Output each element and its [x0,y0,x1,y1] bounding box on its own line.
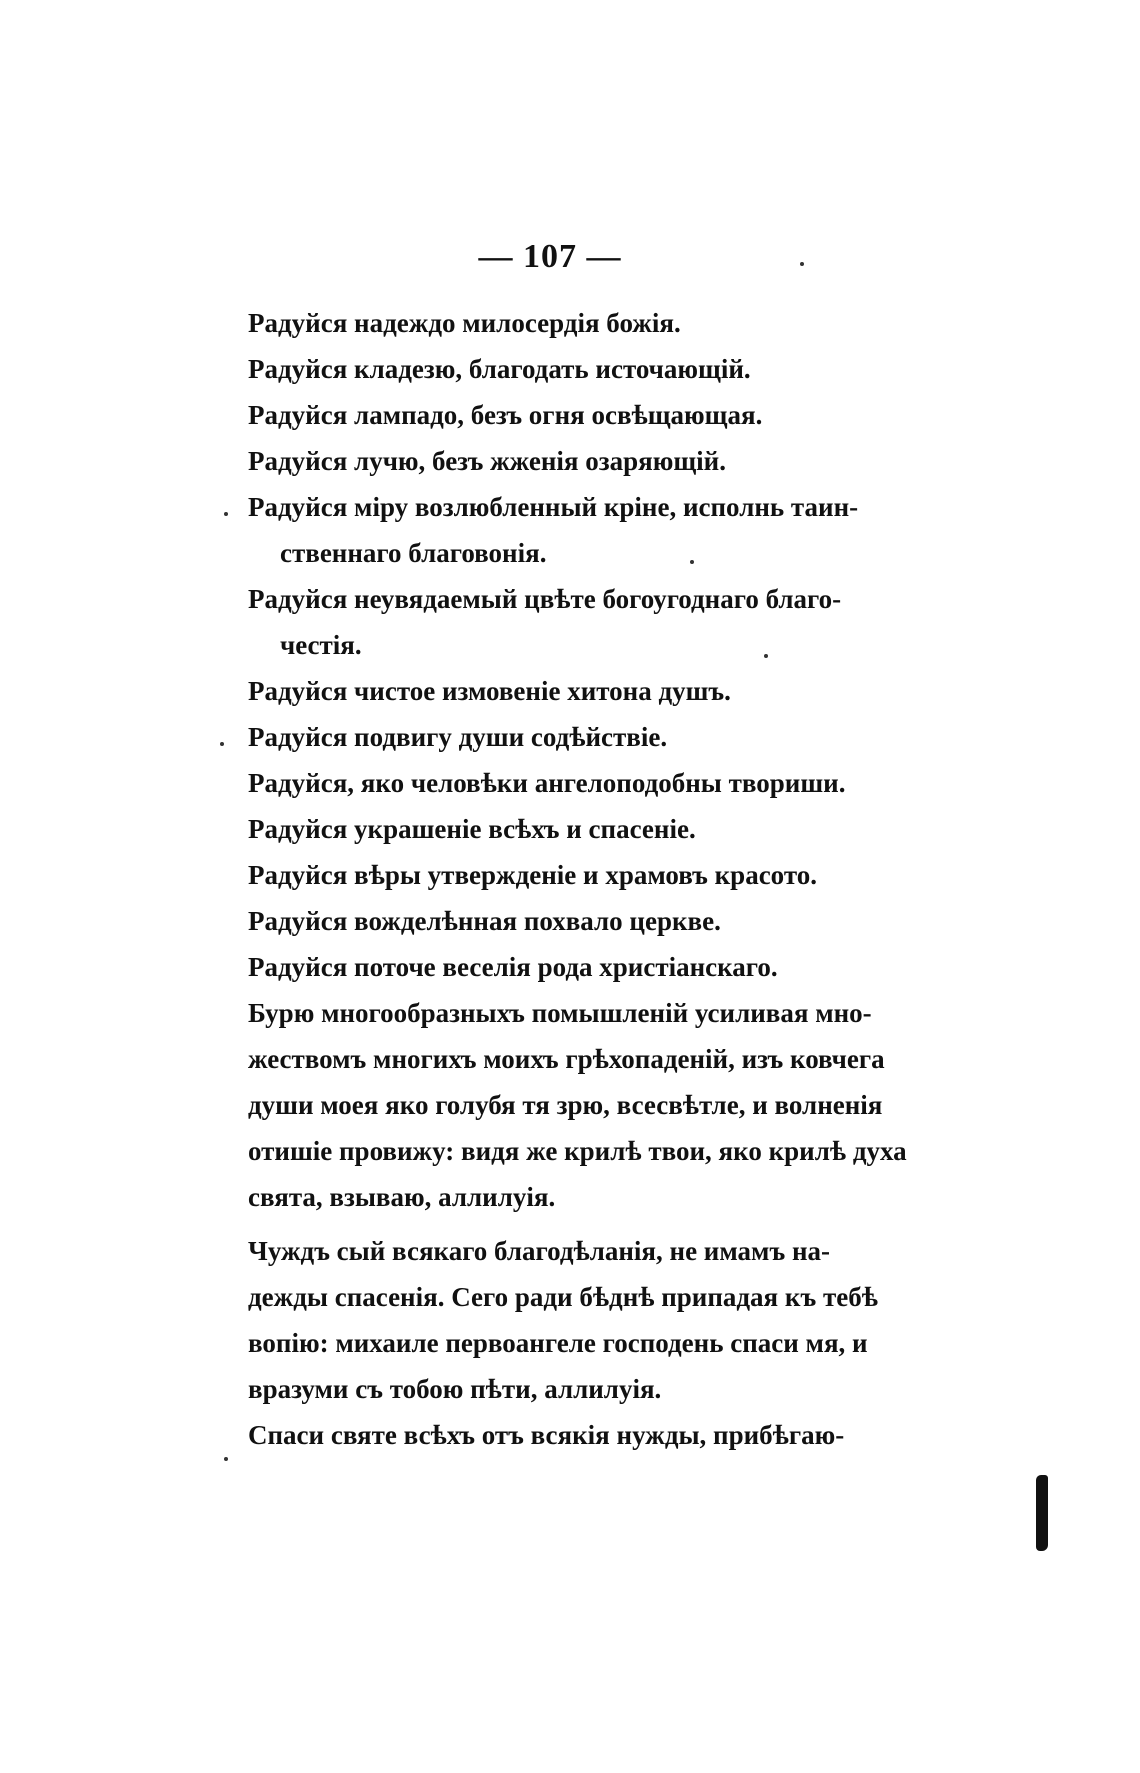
paragraph-line: вразуми съ тобою пѣти, аллилуія. [248,1374,662,1404]
scan-speck [764,654,768,658]
paragraph-line: Спаси святе всѣхъ отъ всякія нужды, прибѣгаю- [248,1420,845,1450]
verse-line: Радуйся лампадо, безъ огня освѣщающая. [248,400,763,430]
page-text [248,300,907,1458]
verse-line: Радуйся вожделѣнная похвало церкве. [248,906,721,936]
verse-line: Радуйся подвигу души содѣйствіе. [248,722,668,752]
verse-line: Радуйся надеждо милосердія божія. [248,308,681,338]
verse-line-continuation: честія. [280,630,362,660]
paragraph-line: Бурю многообразныхъ помышленій усиливая мно- [248,998,872,1028]
verse-line: Радуйся поточе веселія рода христіанскаго. [248,952,778,982]
paragraph-line: Чуждъ сый всякаго благодѣланія, не имамъ на- [248,1236,830,1266]
scan-speck [690,560,694,564]
verse-line: Радуйся, яко человѣки ангелоподобны твориши. [248,768,846,798]
paragraph-line: дежды спасенія. Сего ради бѣднѣ припадая къ тебѣ [248,1282,878,1312]
scan-speck [224,512,228,516]
paragraph-line: вопію: михаиле первоангеле господень спаси мя, и [248,1328,868,1358]
paragraph-line: жествомъ многихъ моихъ грѣхопаденій, изъ ковчега [248,1044,885,1074]
page-number: — 107 — [478,238,622,275]
scan-speck [220,742,224,746]
verse-line: Радуйся вѣры утвержденіе и храмовъ красото. [248,860,817,890]
ink-blot-mark [1036,1475,1048,1551]
scan-speck [800,262,804,266]
verse-line: Радуйся кладезю, благодать источающій. [248,354,751,384]
paragraph-line: отишіе провижу: видя же крилѣ твои, яко крилѣ духа [248,1136,907,1166]
verse-line: Радуйся украшеніе всѣхъ и спасеніе. [248,814,696,844]
verse-line: Радуйся міру возлюбленный кріне, исполнь таин- [248,492,859,522]
scan-speck [224,1457,228,1461]
verse-line: Радуйся неувядаемый цвѣте богоугоднаго благо- [248,584,842,614]
verse-line-continuation: ственнаго благовонія. [280,538,547,568]
verse-line: Радуйся лучю, безъ жженія озаряющій. [248,446,726,476]
paragraph-gap [248,1220,890,1228]
verse-line: Радуйся чистое измовеніе хитона душъ. [248,676,731,706]
paragraph-line: души моея яко голубя тя зрю, всесвѣтле, и волненія [248,1090,883,1120]
paragraph-line: свята, взываю, аллилуія. [248,1182,556,1212]
